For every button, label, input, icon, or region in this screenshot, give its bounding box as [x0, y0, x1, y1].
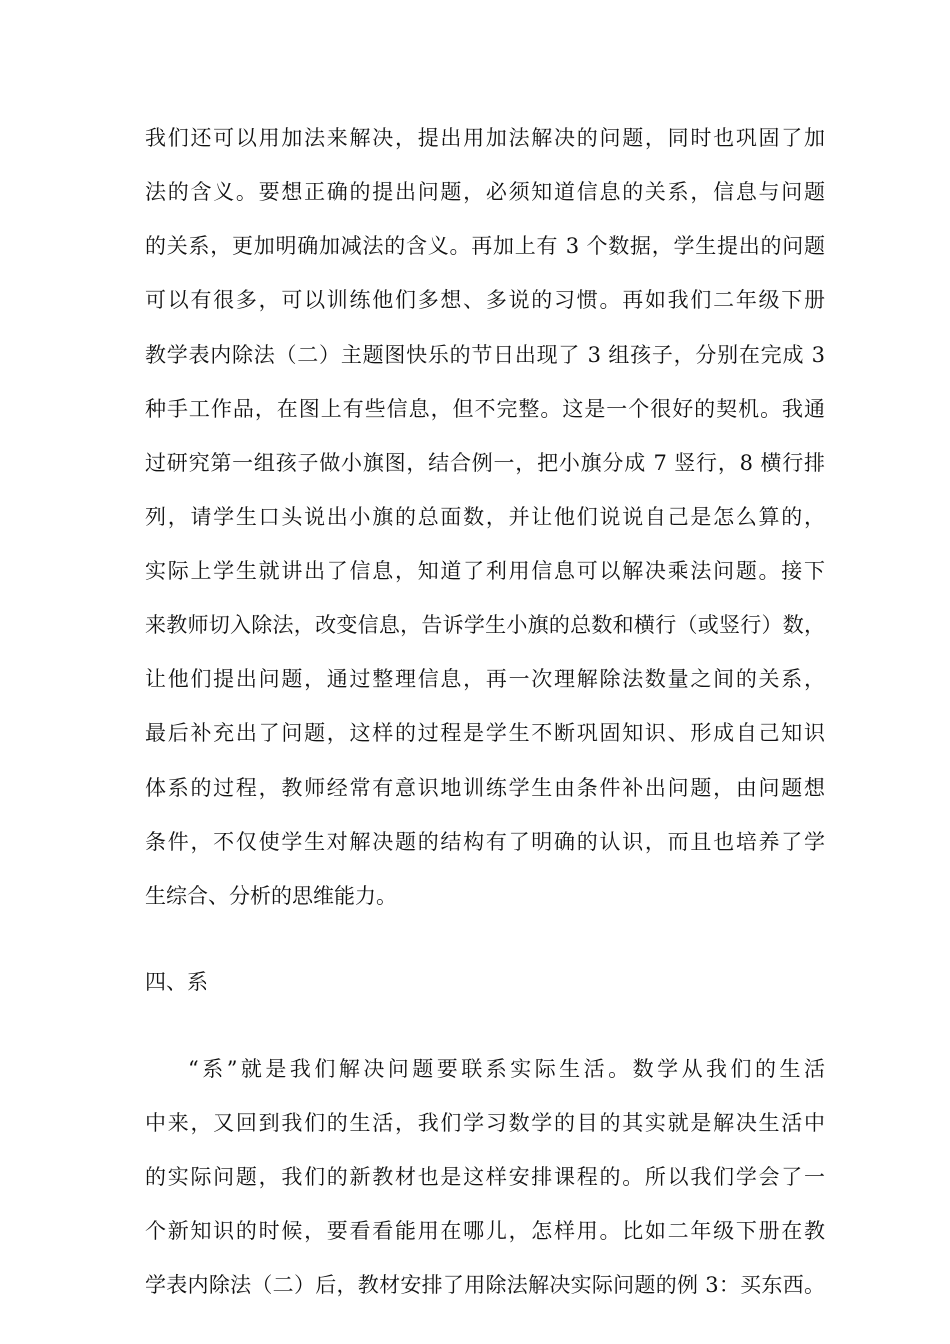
text-line: 条件，不仅使学生对解决题的结构有了明确的认识，而且也培养了学: [145, 830, 825, 854]
text-line: 中来，又回到我们的生活，我们学习数学的目的其实就是解决生活中: [145, 1111, 825, 1135]
text-line: 体系的过程，教师经常有意识地训练学生由条件补出问题，由问题想: [145, 776, 825, 800]
text-line: “系”就是我们解决问题要联系实际生活。数学从我们的生活: [188, 1057, 825, 1081]
text-line: 列，请学生口头说出小旗的总面数，并让他们说说自己是怎么算的，: [145, 505, 825, 529]
text-line: 最后补充出了问题，这样的过程是学生不断巩固知识、形成自己知识: [145, 721, 825, 745]
text-line: 的实际问题，我们的新教材也是这样安排课程的。所以我们学会了一: [145, 1165, 825, 1189]
text-line: 学表内除法（二）后，教材安排了用除法解决实际问题的例 3：买东西。: [145, 1273, 825, 1297]
text-line: 我们还可以用加法来解决，提出用加法解决的问题，同时也巩固了加: [145, 126, 825, 150]
text-line: 法的含义。要想正确的提出问题，必须知道信息的关系，信息与问题: [145, 180, 825, 204]
text-line: 让他们提出问题，通过整理信息，再一次理解除法数量之间的关系，: [145, 667, 825, 691]
text-line: 可以有很多，可以训练他们多想、多说的习惯。再如我们二年级下册: [145, 288, 825, 312]
text-line: 生综合、分析的思维能力。: [145, 884, 397, 908]
text-line: 种手工作品，在图上有些信息，但不完整。这是一个很好的契机。我通: [145, 397, 825, 421]
text-line: 实际上学生就讲出了信息，知道了利用信息可以解决乘法问题。接下: [145, 559, 825, 583]
text-line: 教学表内除法（二）主题图快乐的节日出现了 3 组孩子，分别在完成 3: [145, 343, 825, 367]
section-heading: 四、系: [145, 970, 208, 994]
text-line: 来教师切入除法，改变信息，告诉学生小旗的总数和横行（或竖行）数，: [145, 613, 825, 637]
text-line: 的关系，更加明确加减法的含义。再加上有 3 个数据，学生提出的问题: [145, 234, 825, 258]
text-line: 过研究第一组孩子做小旗图，结合例一，把小旗分成 7 竖行，8 横行排: [145, 451, 825, 475]
text-line: 个新知识的时候，要看看能用在哪儿，怎样用。比如二年级下册在教: [145, 1219, 825, 1243]
